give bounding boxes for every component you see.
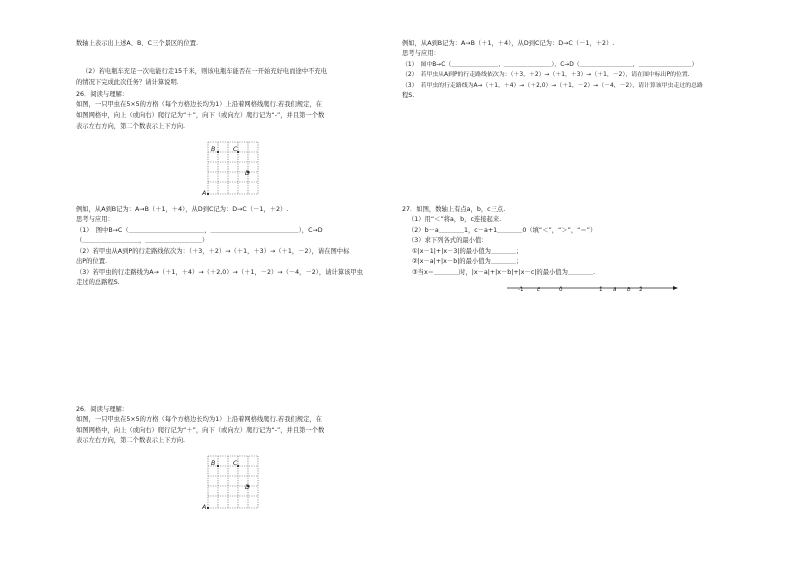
answer-2: （2）若甲虫从A到P的行走路线依次为：（＋3，＋2）→（＋1，＋3）→（＋1，－2），请在图中标 [76, 248, 350, 255]
q27-part-1: （1）用“＜”将a，b，c连接起来. [408, 216, 502, 223]
q27-part-2: （2）b－a＿＿＿＿1，c－a+1＿＿＿＿0（填“＜”，“＞”，“＝”） [408, 227, 597, 234]
nl-label-neg1: -1 [518, 287, 524, 293]
nl-label-c: c [537, 287, 541, 293]
q26b-para-1: 如图，一只甲虫在5×5的方格（每个方格边长均为1）上沿着网格线爬行.若我们规定，在 [76, 416, 322, 423]
point-b [217, 151, 219, 153]
label-a: A [202, 190, 207, 197]
answer-1: （1） 图中B→C（＿＿＿＿＿＿＿＿＿＿＿＿，＿＿＿＿＿＿＿＿＿＿＿＿＿＿），C→D [76, 227, 323, 234]
q27-part-3: （3）求下列各式的最小值： [408, 237, 488, 244]
q26-para-3: 表示左右方向，第二个数表示上下方向. [76, 123, 186, 130]
right-example-line: 例如，从A到B记为：A→B（＋1，＋4），从D到C记为：D→C（－1，＋2）. [402, 40, 615, 47]
answer-3: （3）若甲虫的行走路线为A→（＋1，＋4）→（＋2,0）→（＋1，－2）→（－4，－2），请计算该甲虫 [76, 269, 364, 276]
question-26-title: 26．阅读与理解： [76, 91, 129, 98]
label-d: D [245, 170, 250, 177]
right-answer-1: （1） 图中B→C（＿＿＿＿＿＿＿＿，＿＿＿＿＿＿＿＿），C→D（＿＿＿＿＿＿＿＿＿，＿＿＿＿＿＿＿＿＿） [402, 62, 698, 68]
grid-figure-1 [200, 138, 270, 200]
q26b-para-2: 如图网格中，向上（或向右）爬行记为“＋”，向下（或向左）爬行记为“-”，并且第一个数 [76, 427, 325, 434]
label-b-2: B [211, 460, 216, 467]
point-b-2 [217, 465, 219, 467]
nl-label-2: 2 [639, 287, 643, 293]
text-top-line: 数轴上表示出上述A、B、C三个景区的位置. [76, 40, 199, 47]
label-c: C [233, 146, 238, 153]
nl-label-1: 1 [599, 287, 603, 293]
point-a [207, 193, 209, 195]
question-26b-title: 26．阅读与理解： [76, 406, 129, 413]
label-a-2: A [202, 504, 207, 511]
q27-sub-3: ③当x＝＿＿＿＿时，|x－a|+|x－b|+|x－c|的最小值为＿＿＿＿. [412, 269, 596, 276]
example-line: 例如，从A到B记为：A→B（＋1，＋4），从D到C记为：D→C（－1，＋2）. [76, 206, 289, 213]
label-d-2: D [245, 484, 250, 491]
q26-para-2: 如图网格中，向上（或向右）爬行记为“＋”，向下（或向左）爬行记为“-”，并且第一个数 [76, 112, 325, 119]
nl-label-0: 0 [559, 287, 563, 293]
q27-sub-1: ①|x－1|+|x－3|的最小值为＿＿＿＿； [412, 248, 523, 255]
question-2: （2）若电瓶车充足一次电能行走15千米，则该电瓶车能否在一开始充好电而途中不充电 [82, 68, 328, 75]
answer-3-cont: 走过的总路程S. [76, 279, 120, 286]
label-c-2: C [233, 460, 238, 467]
label-b: B [211, 146, 216, 153]
point-a-2 [207, 507, 209, 509]
right-answer-3-cont: 程S. [402, 92, 415, 99]
number-line [505, 281, 680, 300]
right-answer-2: （2） 若甲虫从A到P的行走路线依次为：（＋3，＋2）→（＋1，＋3）→（＋1，－2），请在图中标出P的位置. [402, 72, 690, 78]
q26-para-1: 如图，一只甲虫在5×5的方格（每个方格边长均为1）上沿着网格线爬行.若我们规定，在 [76, 101, 322, 108]
question-27-title: 27．如图，数轴上有点a，b，c三点. [402, 206, 506, 213]
nl-label-a: a [613, 287, 617, 293]
right-answer-3: （3） 若甲虫的行走路线为A→（＋1，＋4）→（＋2,0）→（＋1，－2）→（－4，－2），请计算该甲虫走过的总路 [402, 83, 703, 89]
right-think-apply: 思考与应用： [402, 50, 440, 57]
q27-sub-2: ②|x－a|+|x－b|的最小值为＿＿＿＿； [412, 258, 523, 265]
nl-label-b: b [627, 287, 631, 293]
think-apply: 思考与应用： [76, 216, 114, 223]
grid-figure-2 [200, 452, 270, 514]
q26b-para-3: 表示左右方向，第二个数表示上下方向. [76, 437, 186, 444]
answer-2-cont: 出P的位置. [76, 258, 107, 265]
answer-1-cont: （＿＿＿＿＿＿＿＿＿，＿＿＿＿＿＿＿＿＿） [76, 237, 209, 244]
question-2-cont: 的情况下完成此次任务？请计算说明. [76, 79, 179, 86]
